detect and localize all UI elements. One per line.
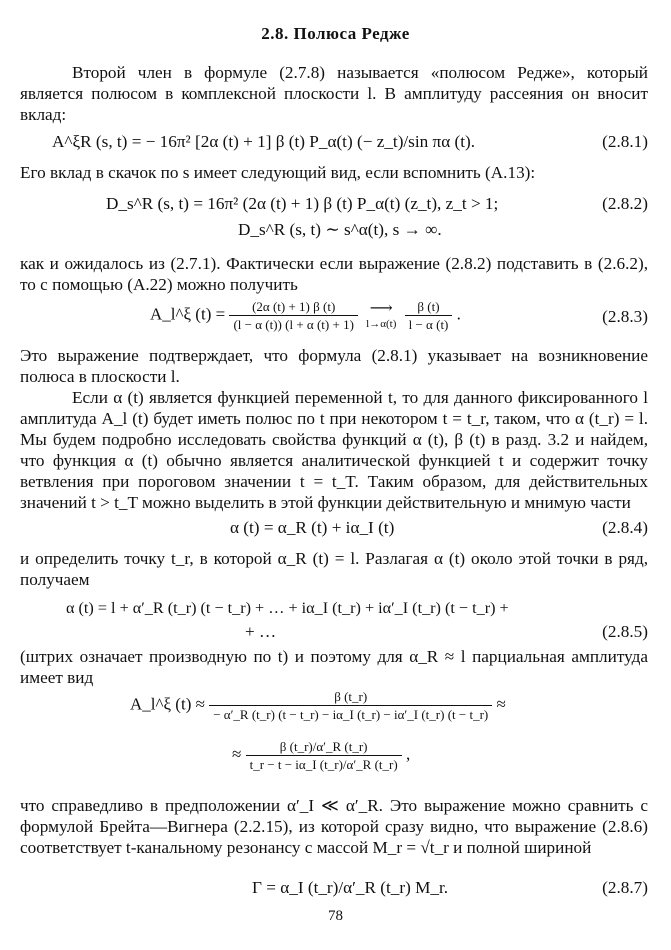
equation-number: (2.8.2)	[602, 194, 648, 213]
paragraph-1: Второй член в формуле (2.7.8) называется «полюсом Редже», который является полюсом в комплексной плоскости l. В амплитуду рассеяния он вносит вклад:	[20, 63, 648, 124]
equation-number: (2.8.4)	[602, 518, 648, 537]
equation-number: (2.8.5)	[602, 622, 648, 641]
fraction	[209, 688, 492, 723]
equation-2-8-7	[20, 876, 648, 902]
paragraph-3: как и ожидалось из (2.7.1). Фактически если выражение (2.8.2) подставить в (2.6.2), то с помощью (А.22) можно получить	[20, 254, 648, 294]
page-number: 78	[328, 908, 343, 924]
arrow-symbol: ⟶	[369, 299, 393, 317]
equation-expression: + …	[245, 622, 277, 641]
fraction-denominator: l − α (t)	[408, 317, 449, 332]
equation-expression: Γ = α_I (t_r)/α′_R (t_r) M_r.	[252, 878, 449, 897]
equation-number: (2.8.3)	[602, 307, 648, 326]
fraction-denominator: − α′_R (t_r) (t − t_r) − iα_I (t_r) − iα′_I (t_r) (t − t_r)	[213, 707, 489, 722]
fraction	[246, 738, 402, 773]
equation-expression: α (t) = l + α′_R (t_r) (t − t_r) + … + iα_I (t_r) + iα′_I (t_r) (t − t_r) +	[66, 599, 509, 617]
section-title: 2.8. Полюса Редже	[261, 24, 410, 43]
equation-2-8-5-continued	[20, 620, 648, 646]
fraction-denominator: t_r − t − iα_I (t_r)/α′_R (t_r)	[249, 757, 398, 772]
fraction-numerator: β (t_r)	[209, 688, 492, 706]
paragraph-8: что справедливо в предположении α′_I ≪ α′_R. Это выражение можно сравнить с формулой Брейта—Вигнера (2.2.15), из которой сразу видно, что выражение (2.8.6) соответствует t-канальному резонансу с массой M_r = √t_r и полной шириной	[20, 796, 648, 857]
paragraph-2: Его вклад в скачок по s имеет следующий вид, если вспомнить (А.13):	[20, 163, 536, 182]
arrow-label: l→α(t)	[366, 317, 397, 330]
equation-expression: α (t) = α_R (t) + iα_I (t)	[230, 518, 395, 537]
equation-2-8-2-asymptotic	[20, 218, 648, 244]
paragraph-5: Если α (t) является функцией переменной t, то для данного фиксированного l амплитуда A_l (t) будет иметь полюс по t при некотором t = t_r, таком, что α (t_r) = l. Мы будем подробно исследовать свойства функций α (t), β (t) в разд. 3.2 и найдем, что функция α (t) обычно является аналитической функцией t и содержит точку ветвления при пороговом значении t = t_T. Таким образом, для действительных значений t > t_T можно выделить в этой функции действительную и мнимую части	[20, 388, 648, 512]
paragraph-7: (штрих означает производную по t) и поэтому для α_R ≈ l парциальная амплитуда имеет вид	[20, 647, 648, 687]
fraction-numerator: β (t_r)/α′_R (t_r)	[246, 738, 402, 756]
equation-2-8-3-number	[20, 305, 648, 331]
equation-2-8-1	[20, 130, 648, 156]
equation-expression: A^ξR (s, t) = − 16π² [2α (t) + 1] β (t) P_α(t) (− z_t)/sin πα (t).	[52, 132, 476, 151]
equation-2-8-3: A_l^ξ (t) = $\frac{(2\alpha (t) + 1) \beta (t)}{(l - \alpha (t)) (l + \alpha (t) + 1)}$ ⟶ l→α(t) $\frac{\beta (t)}{l - \alpha (t)}$ .	[150, 299, 461, 332]
equation-2-8-2	[20, 192, 648, 218]
fraction-numerator: (2α (t) + 1) β (t)	[229, 298, 357, 316]
equation-2-8-5	[20, 596, 648, 622]
equation-number: (2.8.1)	[602, 132, 648, 151]
fraction-denominator: (l − α (t)) (l + α (t) + 1)	[233, 317, 354, 332]
paragraph-6: и определить точку t_r, в которой α_R (t) = l. Разлагая α (t) около этой точки в ряд, получаем	[20, 549, 648, 589]
equation-expression: D_s^R (s, t) ∼ s^α(t), s → ∞.	[238, 220, 442, 239]
paragraph-4: Это выражение подтверждает, что формула (2.8.1) указывает на возникновение полюса в плоскости l.	[20, 346, 648, 386]
equation-number: (2.8.7)	[602, 878, 648, 897]
fraction-numerator: β (t)	[405, 298, 453, 316]
equation-expression: D_s^R (s, t) = 16π² (2α (t) + 1) β (t) P_α(t) (z_t), z_t > 1;	[106, 194, 499, 213]
equation-2-8-4	[20, 516, 648, 542]
equation-lhs: A_l^ξ (t) =	[150, 304, 226, 324]
equation-lhs: A_l^ξ (t) ≈	[130, 694, 205, 714]
equation-2-8-6: A_l^ξ (t) ≈ $\frac{\beta (t\_r)}{- \alpha'\_R (t\_r) (t - t\_r) - i\alpha\_I (t\_r) - i\alpha'\_I (t\_r) (t - t\_r)}$ ≈	[130, 689, 506, 722]
equation-2-8-6-continued: ≈ $\frac{\beta (t\_r)/\alpha'\_R (t\_r)}{t\_r - t - i\alpha\_I (t\_r)/\alpha'\_R (t\_r)}$ ,	[232, 739, 411, 772]
